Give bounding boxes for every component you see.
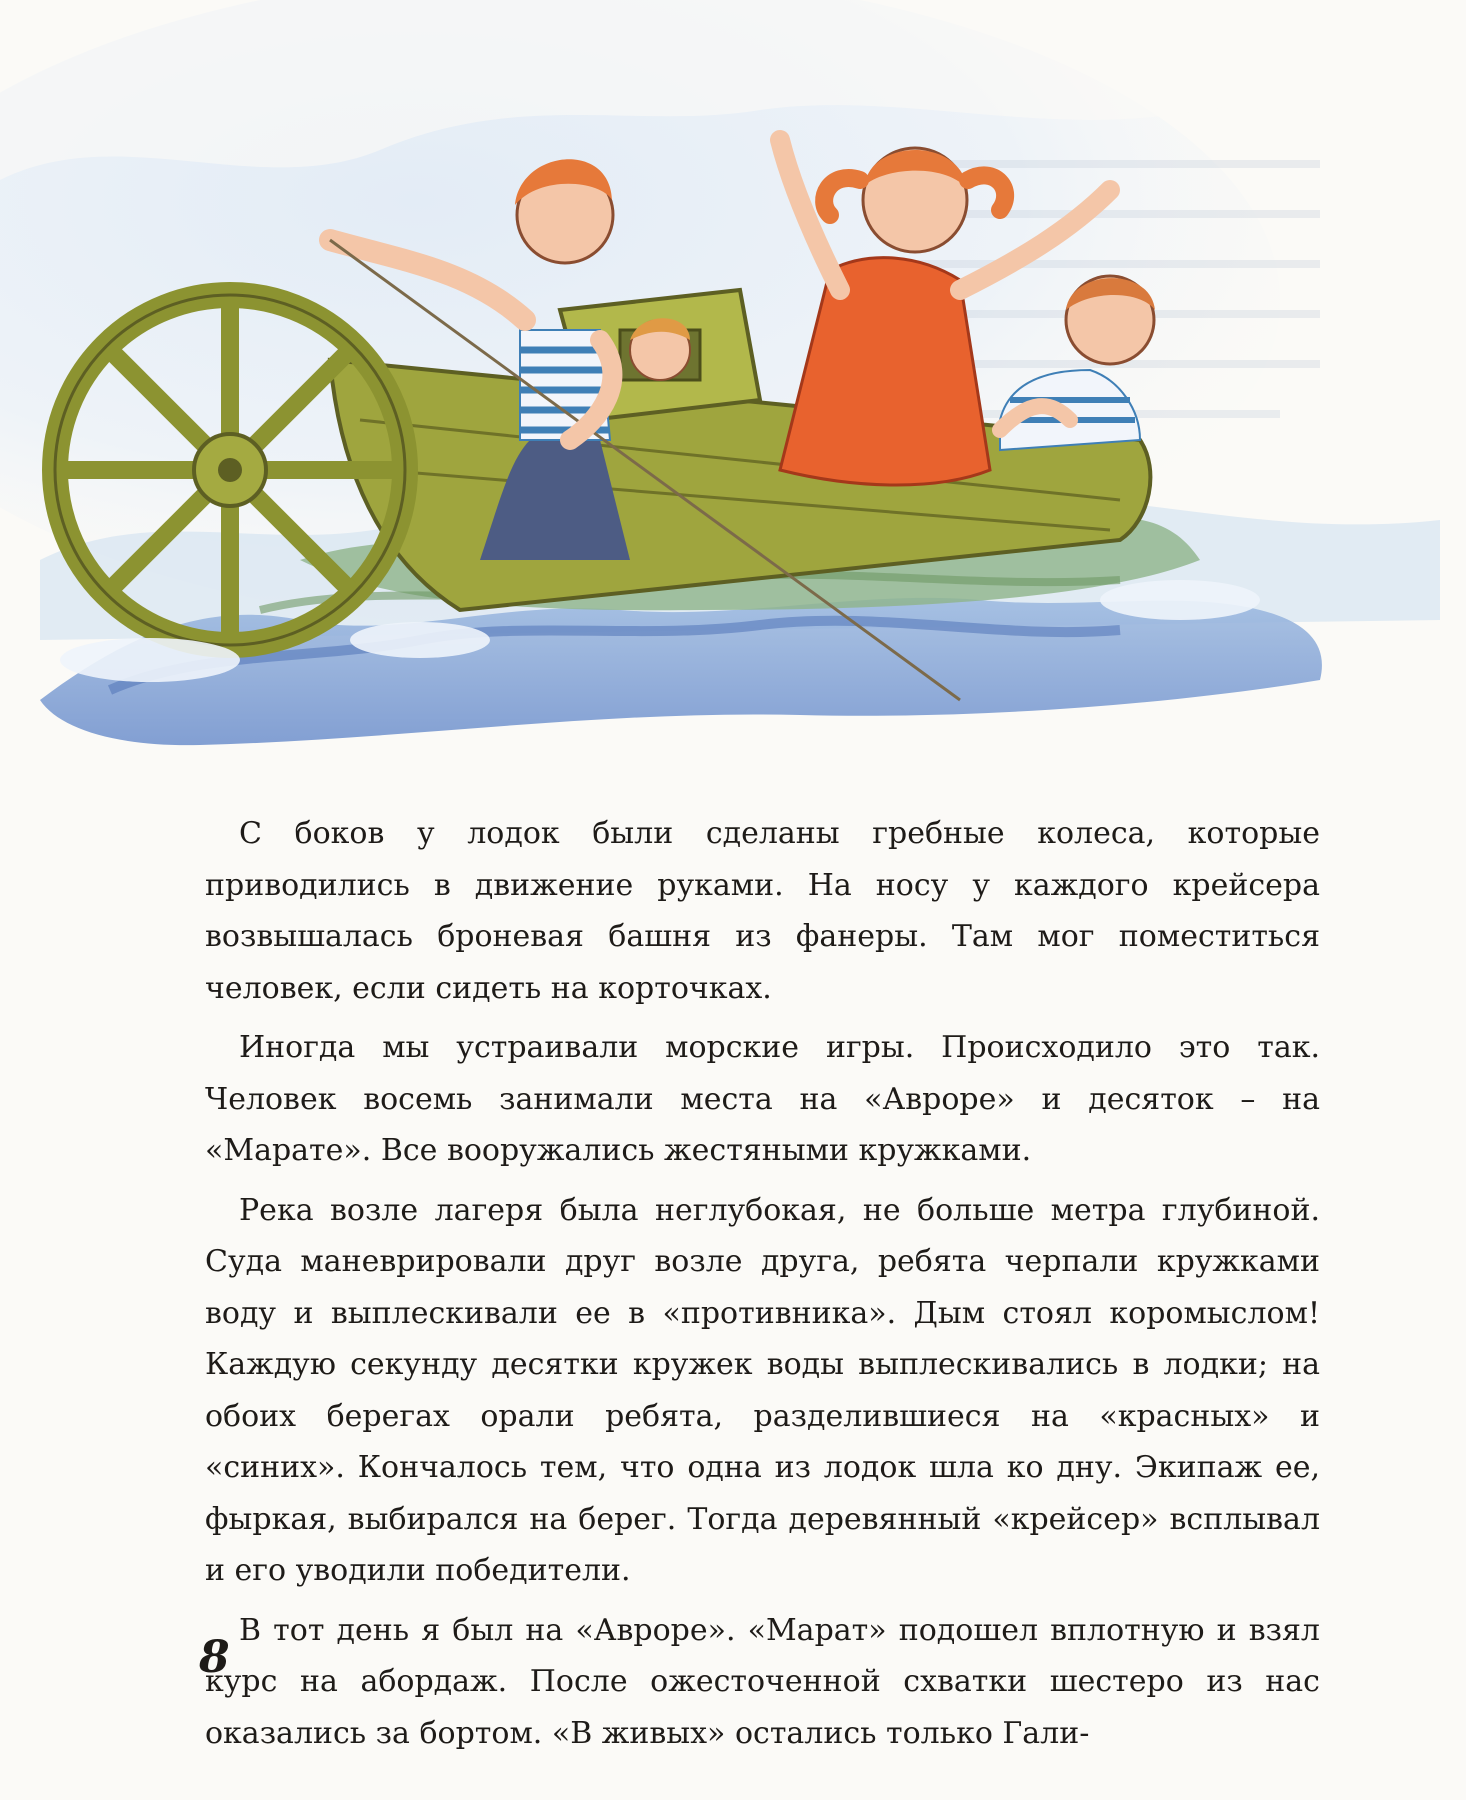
body-text [205, 808, 1320, 1767]
paragraph-1: С боков у лодок были сделаны гребные колеса, которые приводились в движение руками. На носу у каждого крейсера возвышалась броневая башня из фанеры. Там мог поместиться человек, если сидеть на корточках. [205, 816, 1320, 1006]
boat-illustration [0, 0, 1466, 830]
boat-children-illustration-icon [0, 0, 1466, 830]
page-number: 8 [199, 1632, 230, 1683]
paragraph-4: В тот день я был на «Авроре». «Марат» подошел вплотную и взял курс на абордаж. После ожесточенной схватки шестеро из нас оказались за бортом. «В живых» остались только Гали- [205, 1612, 1320, 1751]
paragraph-2: Иногда мы устраивали морские игры. Происходило это так. Человек восемь занимали места на «Авроре» и десяток – на «Марате». Все вооружались жестяными кружками. [205, 1030, 1320, 1168]
paragraph-3: Река возле лагеря была неглубокая, не больше метра глубиной. Суда маневрировали друг возле друга, ребята черпали кружками воду и выплескивали ее в «противника». Дым стоял коромыслом! Каждую секунду десятки кружек воды выплескивались в лодки; на обоих берегах орали ребята, разделившиеся на «красных» и «синих». Кончалось тем, что одна из лодок шла ко дну. Экипаж ее, фыркая, выбирался на берег. Тогда деревянный «крейсер» всплывал и его уводили победители. [205, 1192, 1320, 1588]
